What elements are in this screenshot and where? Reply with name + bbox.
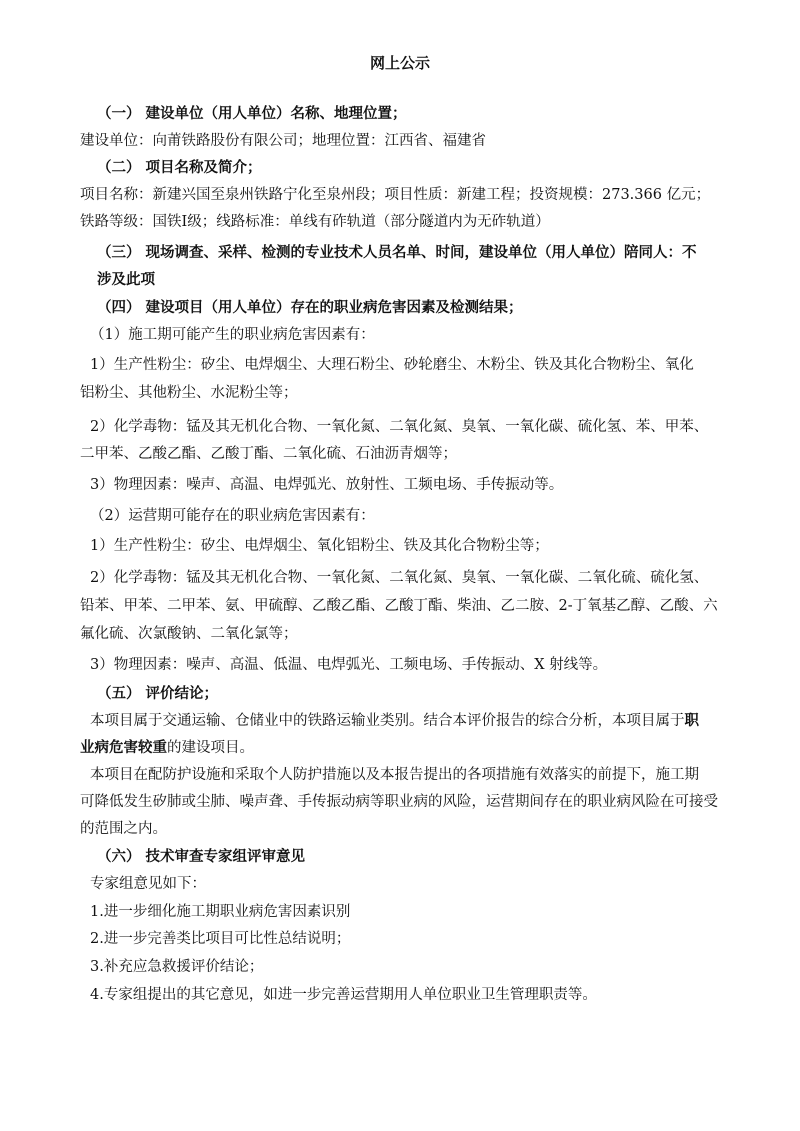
section-4-heading: （四） 建设项目（用人单位）存在的职业病危害因素及检测结果； (97, 300, 523, 316)
conclusion-p1-bold-start: 职 (684, 713, 699, 729)
construction-chemical-line-2: 二甲苯、乙酸乙酯、乙酸丁酯、二氧化硫、石油沥青烟等； (80, 446, 457, 462)
section-3-heading-line-1: （三） 现场调查、采样、检测的专业技术人员名单、时间，建设单位（用人单位）陪同人：不 (97, 245, 697, 261)
conclusion-p1-line-1 (90, 711, 760, 731)
expert-opinion-item-1: 1.进一步细化施工期职业病危害因素识别 (90, 904, 351, 920)
operation-dust: 1）生产性粉尘：矽尘、电焊烟尘、氧化铝粉尘、铁及其化合物粉尘等； (90, 538, 549, 554)
section-1-text: 建设单位：向莆铁路股份有限公司；地理位置：江西省、福建省 (80, 133, 486, 149)
conclusion-p2-line-3: 的范围之内。 (80, 821, 167, 837)
conclusion-p2-line-2: 可降低发生矽肺或尘肺、噪声聋、手传振动病等职业病的风险，运营期间存在的职业病风险在可接受 (80, 794, 718, 810)
operation-chemical-line-2: 铅苯、甲苯、二甲苯、氨、甲硫醇、乙酸乙酯、乙酸丁酯、柴油、乙二胺、2-丁氧基乙醇、乙酸、六 (80, 598, 718, 614)
construction-chemical-line-1: 2）化学毒物：锰及其无机化合物、一氧化氮、二氧化氮、臭氧、一氧化碳、硫化氢、苯、甲苯、 (90, 419, 709, 435)
section-2-line-1: 项目名称：新建兴国至泉州铁路宁化至泉州段；项目性质：新建工程；投资规模：273.366 亿元； (80, 187, 711, 203)
conclusion-p1-line-1-text: 本项目属于交通运输、仓储业中的铁路运输业类别。结合本评价报告的综合分析，本项目属于 (90, 713, 685, 729)
section-6-heading: （六） 技术审查专家组评审意见 (97, 849, 306, 865)
expert-opinion-item-2: 2.进一步完善类比项目可比性总结说明； (90, 931, 351, 947)
construction-dust-line-1: 1）生产性粉尘：矽尘、电焊烟尘、大理石粉尘、砂轮磨尘、木粉尘、铁及其化合物粉尘、氧化 (90, 357, 694, 373)
construction-physical: 3）物理因素：噪声、高温、电焊弧光、放射性、工频电场、手传振动等。 (90, 477, 564, 493)
expert-opinion-intro: 专家组意见如下： (90, 876, 206, 892)
construction-period-title: （1）施工期可能产生的职业病危害因素有： (90, 327, 375, 343)
section-1-heading: （一） 建设单位（用人单位）名称、地理位置； (97, 106, 407, 122)
operation-period-title: （2）运营期可能存在的职业病危害因素有： (90, 508, 375, 524)
operation-chemical-line-1: 2）化学毒物：锰及其无机化合物、一氧化氮、二氧化氮、臭氧、一氧化碳、二氧化硫、硫化氢、 (90, 570, 709, 586)
expert-opinion-item-4: 4.专家组提出的其它意见，如进一步完善运营期用人单位职业卫生管理职责等。 (90, 987, 597, 1003)
section-2-heading: （二） 项目名称及简介； (97, 160, 262, 176)
conclusion-p2-line-1: 本项目在配防护设施和采取个人防护措施以及本报告提出的各项措施有效落实的前提下，施工期 (90, 767, 699, 783)
operation-physical: 3）物理因素：噪声、高温、低温、电焊弧光、工频电场、手传振动、X 射线等。 (90, 657, 608, 673)
operation-chemical-line-3: 氟化硫、次氯酸钠、二氧化氯等； (80, 626, 298, 642)
section-5-heading: （五） 评价结论； (97, 686, 219, 702)
section-3-heading-line-2: 涉及此项 (97, 272, 155, 288)
page-title: 网上公示 (369, 54, 430, 72)
conclusion-p1-bold-end: 业病危害较重 (80, 740, 167, 756)
construction-dust-line-2: 铝粉尘、其他粉尘、水泥粉尘等； (80, 385, 298, 401)
conclusion-p1-line-2-text: 的建设项目。 (167, 740, 254, 756)
conclusion-p1-line-2 (80, 738, 760, 758)
expert-opinion-item-3: 3.补充应急救援评价结论； (90, 959, 264, 975)
section-2-line-2: 铁路等级：国铁Ⅰ级；线路标准：单线有砟轨道（部分隧道内为无砟轨道） (80, 214, 550, 230)
